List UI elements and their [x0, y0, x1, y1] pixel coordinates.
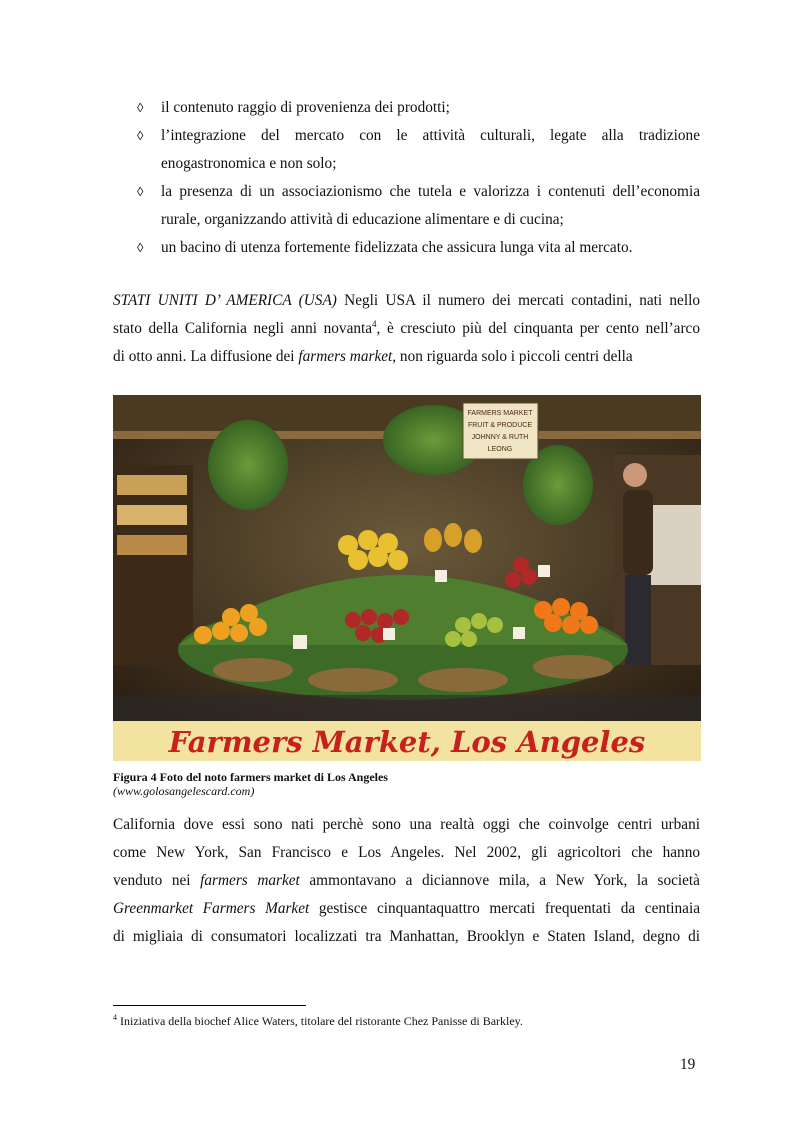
bullet-item	[137, 234, 700, 262]
figure-caption	[113, 770, 700, 798]
bullet-text: l’integrazione del mercato con le attività culturali, legate alla tradizione	[161, 127, 700, 144]
paragraph-text: di otto anni. La diffusione dei	[113, 348, 299, 365]
diamond-bullet-icon: ◊	[137, 128, 144, 143]
bullet-text: rurale, organizzando attività di educazione alimentare e di cucina;	[161, 211, 564, 228]
banner-text: Farmers Market, Los Angeles	[168, 725, 646, 759]
footnote	[113, 1013, 700, 1029]
paragraph-text: gestisce cinquantaquattro mercati frequentati da centinaia	[309, 900, 700, 917]
caption-title: Figura 4 Foto del noto farmers market di Los Angeles	[113, 770, 388, 784]
bullet-text: un bacino di utenza fortemente fidelizzata che assicura lunga vita al mercato.	[161, 239, 633, 256]
diamond-bullet-icon: ◊	[137, 184, 144, 199]
caption-source: (www.golosangelescard.com)	[113, 784, 255, 798]
bullet-text: la presenza di un associazionismo che tutela e valorizza i contenuti dell’economia	[161, 183, 700, 200]
bullet-text: il contenuto raggio di provenienza dei prodotti;	[161, 99, 450, 116]
sign-line: FRUIT & PRODUCE	[467, 422, 533, 429]
diamond-bullet-icon: ◊	[137, 100, 144, 115]
footnote-reference[interactable]: 4	[372, 318, 377, 329]
sign-line: JOHNNY & RUTH	[471, 434, 529, 441]
farmers-market-photo	[113, 395, 701, 761]
section-heading: STATI UNITI D’ AMERICA (USA)	[113, 292, 337, 309]
footnote-separator	[113, 1005, 306, 1006]
page-number: 19	[680, 1056, 696, 1073]
paragraph-text: , è cresciuto più del cinquanta per cento nell’arco	[376, 320, 700, 337]
paragraph-text: venduto nei	[113, 872, 201, 889]
sign-line: FARMERS MARKET	[467, 410, 533, 417]
bullet-list	[137, 94, 700, 262]
diamond-bullet-icon: ◊	[137, 240, 144, 255]
paragraph-text: ammontavano a diciannove mila, a New York, la società	[299, 872, 700, 889]
continuation-paragraph	[113, 811, 700, 951]
bullet-item	[137, 122, 700, 178]
footnote-text: Iniziativa della biochef Alice Waters, titolare del ristorante Chez Panisse di Barkley.	[117, 1014, 523, 1028]
bullet-item	[137, 178, 700, 234]
emphasis-text: Greenmarket Farmers Market	[113, 900, 310, 917]
paragraph-text: Negli USA il numero dei mercati contadini, nati nello	[336, 292, 700, 309]
footnote-number: 4	[113, 1013, 117, 1022]
paragraph-text: , non riguarda solo i piccoli centri della	[392, 348, 633, 365]
paragraph-text: California dove essi sono nati perchè sono una realtà oggi che coinvolge centri urbani	[113, 816, 700, 833]
paragraph-text: stato della California negli anni novanta	[113, 320, 373, 337]
sign-line: LEONG	[487, 446, 513, 453]
emphasis-text: farmers market	[298, 348, 393, 365]
bullet-text: enogastronomica e non solo;	[161, 155, 337, 172]
emphasis-text: farmers market	[200, 872, 300, 889]
paragraph-text: come New York, San Francisco e Los Angeles. Nel 2002, gli agricoltori che hanno	[113, 844, 700, 861]
usa-paragraph	[113, 287, 700, 371]
paragraph-text: di migliaia di consumatori localizzati tra Manhattan, Brooklyn e Staten Island, degno di	[113, 928, 700, 945]
bullet-item	[137, 94, 700, 122]
